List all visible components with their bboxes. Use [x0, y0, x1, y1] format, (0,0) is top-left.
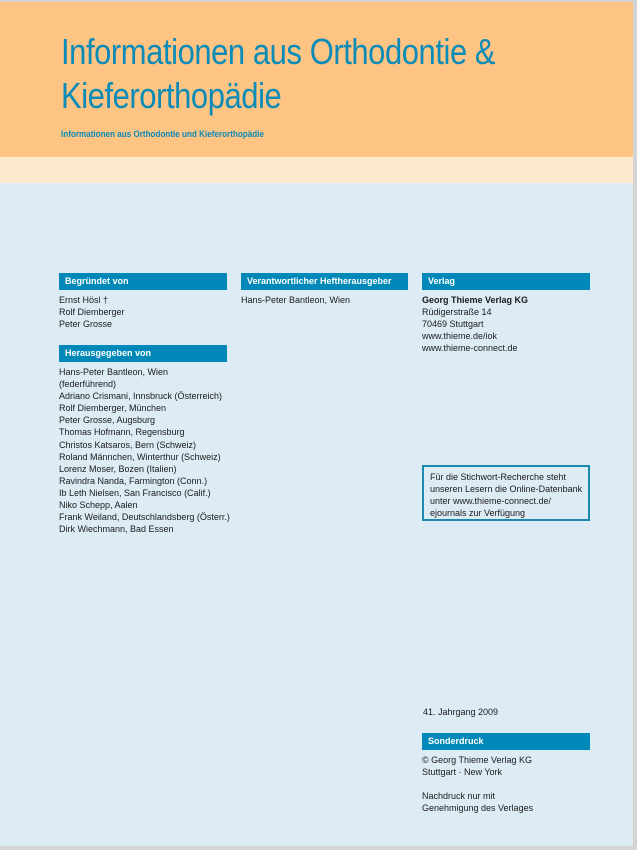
- founded-section: [59, 273, 227, 330]
- editors-section: [59, 345, 230, 535]
- founded-heading: Begründet von: [59, 273, 227, 290]
- header-divider-band: [0, 157, 633, 183]
- publisher-section: [422, 273, 590, 354]
- founder-name: Peter Grosse: [59, 319, 113, 330]
- journal-title-line-2: Kieferorthopädie: [61, 75, 282, 116]
- publisher-street: Rüdigerstraße 14: [422, 307, 492, 318]
- online-database-notice: [422, 465, 590, 521]
- notice-line: unseren Lesern die Online-Datenbank: [430, 484, 583, 495]
- editor-name: Roland Männchen, Winterthur (Schweiz): [59, 451, 221, 462]
- editors-heading: Herausgegeben von: [59, 345, 227, 362]
- reprint-copyright: © Georg Thieme Verlag KG: [422, 755, 533, 765]
- journal-title-line-1: Informationen aus Orthodontie &: [61, 31, 496, 72]
- reprint-details: [422, 754, 590, 814]
- cover-header: [0, 2, 633, 157]
- volume-year: 41. Jahrgang 2009: [423, 707, 499, 717]
- publisher-name: Georg Thieme Verlag KG: [422, 295, 529, 305]
- notice-line: Für die Stichwort-Recherche steht: [430, 472, 567, 482]
- journal-subtitle: Informationen aus Orthodontie und Kieferorthopädie: [61, 129, 264, 139]
- spacer: [422, 778, 590, 790]
- editor-name: Rolf Diemberger, München: [59, 403, 167, 414]
- editor-name: (federführend): [59, 379, 117, 390]
- founder-name: Ernst Hösl †: [59, 295, 109, 305]
- publisher-details: [422, 294, 590, 354]
- editor-name: Christos Katsaros, Bern (Schweiz): [59, 439, 197, 450]
- editor-name: Ib Leth Nielsen, San Francisco (Calif.): [59, 487, 211, 498]
- reprint-note-line-2: Genehmigung des Verlages: [422, 803, 534, 814]
- issue-editor-section: [241, 273, 408, 306]
- journal-title: [61, 30, 495, 118]
- journal-cover-page: [0, 2, 633, 846]
- editor-name: Adriano Crismani, Innsbruck (Österreich): [59, 391, 223, 402]
- editor-name: Hans-Peter Bantleon, Wien: [59, 367, 169, 377]
- reprint-section: [422, 733, 590, 814]
- issue-editor-heading: Verantwortlicher Heftherausgeber: [241, 273, 408, 290]
- editor-name: Lorenz Moser, Bozen (Italien): [59, 463, 177, 474]
- editor-name: Frank Weiland, Deutschlandsberg (Österr.): [59, 512, 230, 523]
- reprint-note-line-1: Nachdruck nur mit: [422, 791, 496, 802]
- editors-names: [59, 366, 230, 535]
- issue-editor-name: Hans-Peter Bantleon, Wien: [241, 295, 351, 305]
- editor-name: Peter Grosse, Augsburg: [59, 415, 156, 426]
- founded-names: [59, 294, 227, 330]
- issue-editor-names: [241, 294, 408, 306]
- publisher-url-connect: www.thieme-connect.de: [422, 343, 518, 354]
- publisher-city: 70469 Stuttgart: [422, 319, 484, 330]
- editor-name: Ravindra Nanda, Farmington (Conn.): [59, 475, 208, 486]
- notice-line: unter www.thieme-connect.de/: [430, 496, 552, 507]
- founder-name: Rolf Diemberger: [59, 307, 125, 318]
- editor-name: Niko Schepp, Aalen: [59, 500, 138, 511]
- publisher-heading: Verlag: [422, 273, 590, 290]
- notice-line: ejournals zur Verfügung: [430, 508, 526, 519]
- reprint-location: Stuttgart · New York: [422, 767, 503, 778]
- editor-name: Thomas Hofmann, Regensburg: [59, 427, 185, 438]
- publisher-url-journal: www.thieme.de/iok: [422, 331, 498, 342]
- editor-name: Dirk Wiechmann, Bad Essen: [59, 524, 174, 535]
- reprint-heading: Sonderdruck: [422, 733, 590, 750]
